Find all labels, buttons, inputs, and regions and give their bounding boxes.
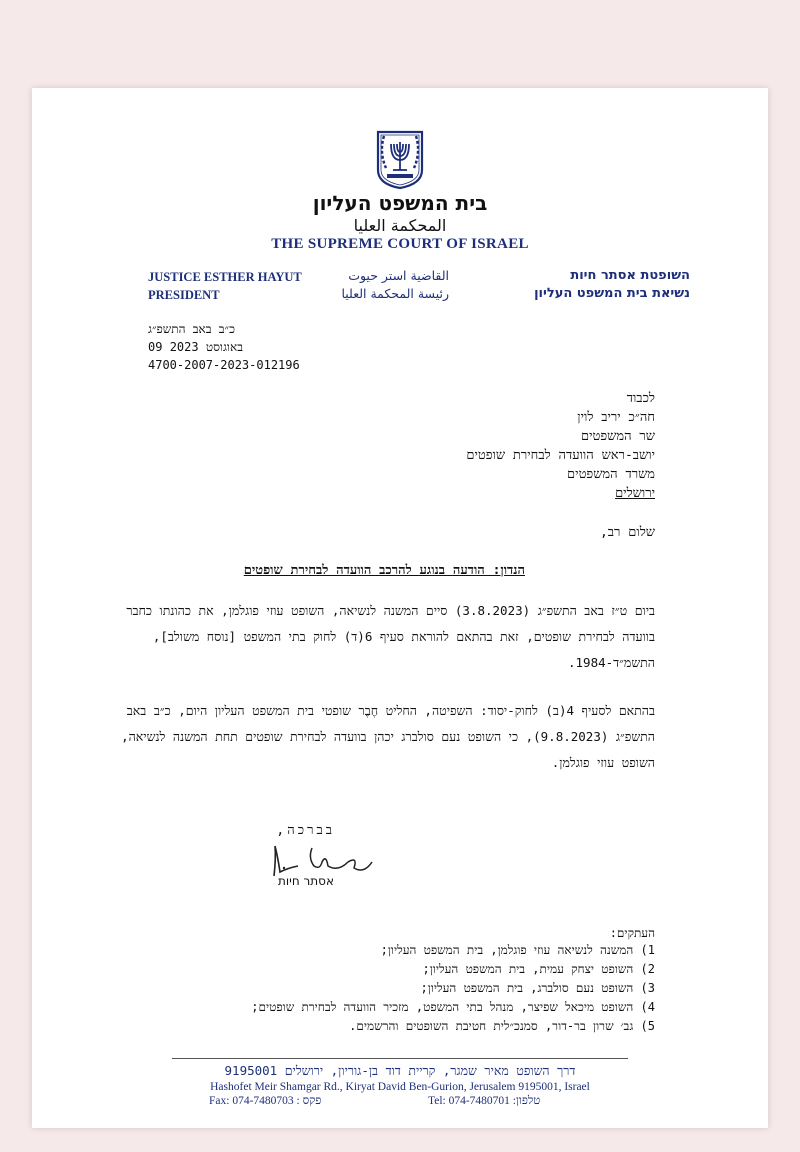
- subject-line: הנדון: הודעה בנוגע להרכב הוועדה לבחירת שופטים: [243, 563, 525, 578]
- copy-item: 1) המשנה לנשיאה עוזי פוגלמן, בית המשפט העליון;: [380, 943, 655, 957]
- addressee-name: חה״כ יריב לוין: [577, 410, 655, 425]
- gregorian-date: 09 באוגוסט 2023: [148, 340, 243, 354]
- paragraph-2: בהתאם לסעיף 4(ב) לחוק-יסוד: השפיטה, החליט חֶבֶר שופטי בית המשפט העליון היום, כ״ב באב התשפ״ג (9.8.2023), כי השופט נעם סולברג יכהן בוועדה לבחירת שופטים תחת המשנה לנשיאה, השופט עוזי פוגלמן.: [121, 703, 655, 770]
- president-title-arabic: رئيسة المحكمة العليا: [341, 286, 449, 301]
- copy-item: 2) השופט יצחק עמית, בית המשפט העליון;: [422, 962, 655, 976]
- footer-address-hebrew: דרך השופט מאיר שמגר, קריית דוד בן-גוריון, ירושלים 9195001: [224, 1063, 576, 1078]
- footer-fax: Fax: 074-7480703 : פקס: [209, 1095, 322, 1107]
- footer-divider: [172, 1058, 628, 1059]
- copy-item: 4) השופט מיכאל שפיצר, מנהל בתי המשפט, מזכיר הוועדה לבחירת שופטים;: [251, 1000, 655, 1014]
- justice-name-arabic: القاضية استر حيوت: [348, 268, 449, 283]
- copies-header: העתקים:: [609, 926, 655, 940]
- addressee-title: שר המשפטים: [581, 429, 655, 444]
- copy-item: 3) השופט נעם סולברג, בית המשפט העליון;: [420, 981, 655, 995]
- footer-tel: Tel: 074-7480701 :טלפון: [428, 1095, 541, 1107]
- footer-address-english: Hashofet Meir Shamgar Rd., Kiryat David Ben-Gurion, Jerusalem 9195001, Israel: [210, 1081, 590, 1093]
- letter-page: [32, 88, 768, 1128]
- hebrew-date: כ״ב באב התשפ״ג: [148, 322, 235, 336]
- addressee-city: ירושלים: [615, 486, 655, 501]
- court-name-english: THE SUPREME COURT OF ISRAEL: [271, 236, 529, 252]
- court-name-hebrew: בית המשפט העליון: [312, 191, 488, 215]
- greeting: שלום רב,: [599, 525, 655, 540]
- president-title-hebrew: נשיאת בית המשפט העליון: [534, 286, 690, 301]
- addressee-salutation: לכבוד: [626, 391, 655, 406]
- menorah-emblem-icon: [374, 130, 426, 190]
- court-name-arabic: المحكمة العليا: [353, 216, 447, 235]
- closing: בברכה,: [276, 823, 335, 838]
- addressee-role: יושב-ראש הוועדה לבחירת שופטים: [466, 448, 655, 463]
- handwritten-signature-icon: [268, 828, 378, 880]
- addressee-office: משרד המשפטים: [567, 467, 655, 482]
- president-title-english: PRESIDENT: [148, 288, 220, 302]
- reference-number: 4700-2007-2023-012196: [148, 358, 300, 372]
- paragraph-1: ביום ט״ז באב התשפ״ג (3.8.2023) סיים המשנה לנשיאה, השופט עוזי פוגלמן, את כהונתו כחבר בוועדה לבחירת שופטים, זאת בהתאם להוראת סעיף 6(ד) לחוק בתי המשפט [נוסח משולב], התשמ״ד-1984.: [126, 603, 655, 670]
- copy-item: 5) גב׳ שרון בר-דור, סמנכ״לית חטיבת השופטים והרשמים.: [349, 1019, 655, 1033]
- justice-name-english: JUSTICE ESTHER HAYUT: [148, 270, 302, 284]
- signature-name: אסתר חיות: [278, 874, 334, 888]
- justice-name-hebrew: השופטת אסתר חיות: [570, 268, 690, 283]
